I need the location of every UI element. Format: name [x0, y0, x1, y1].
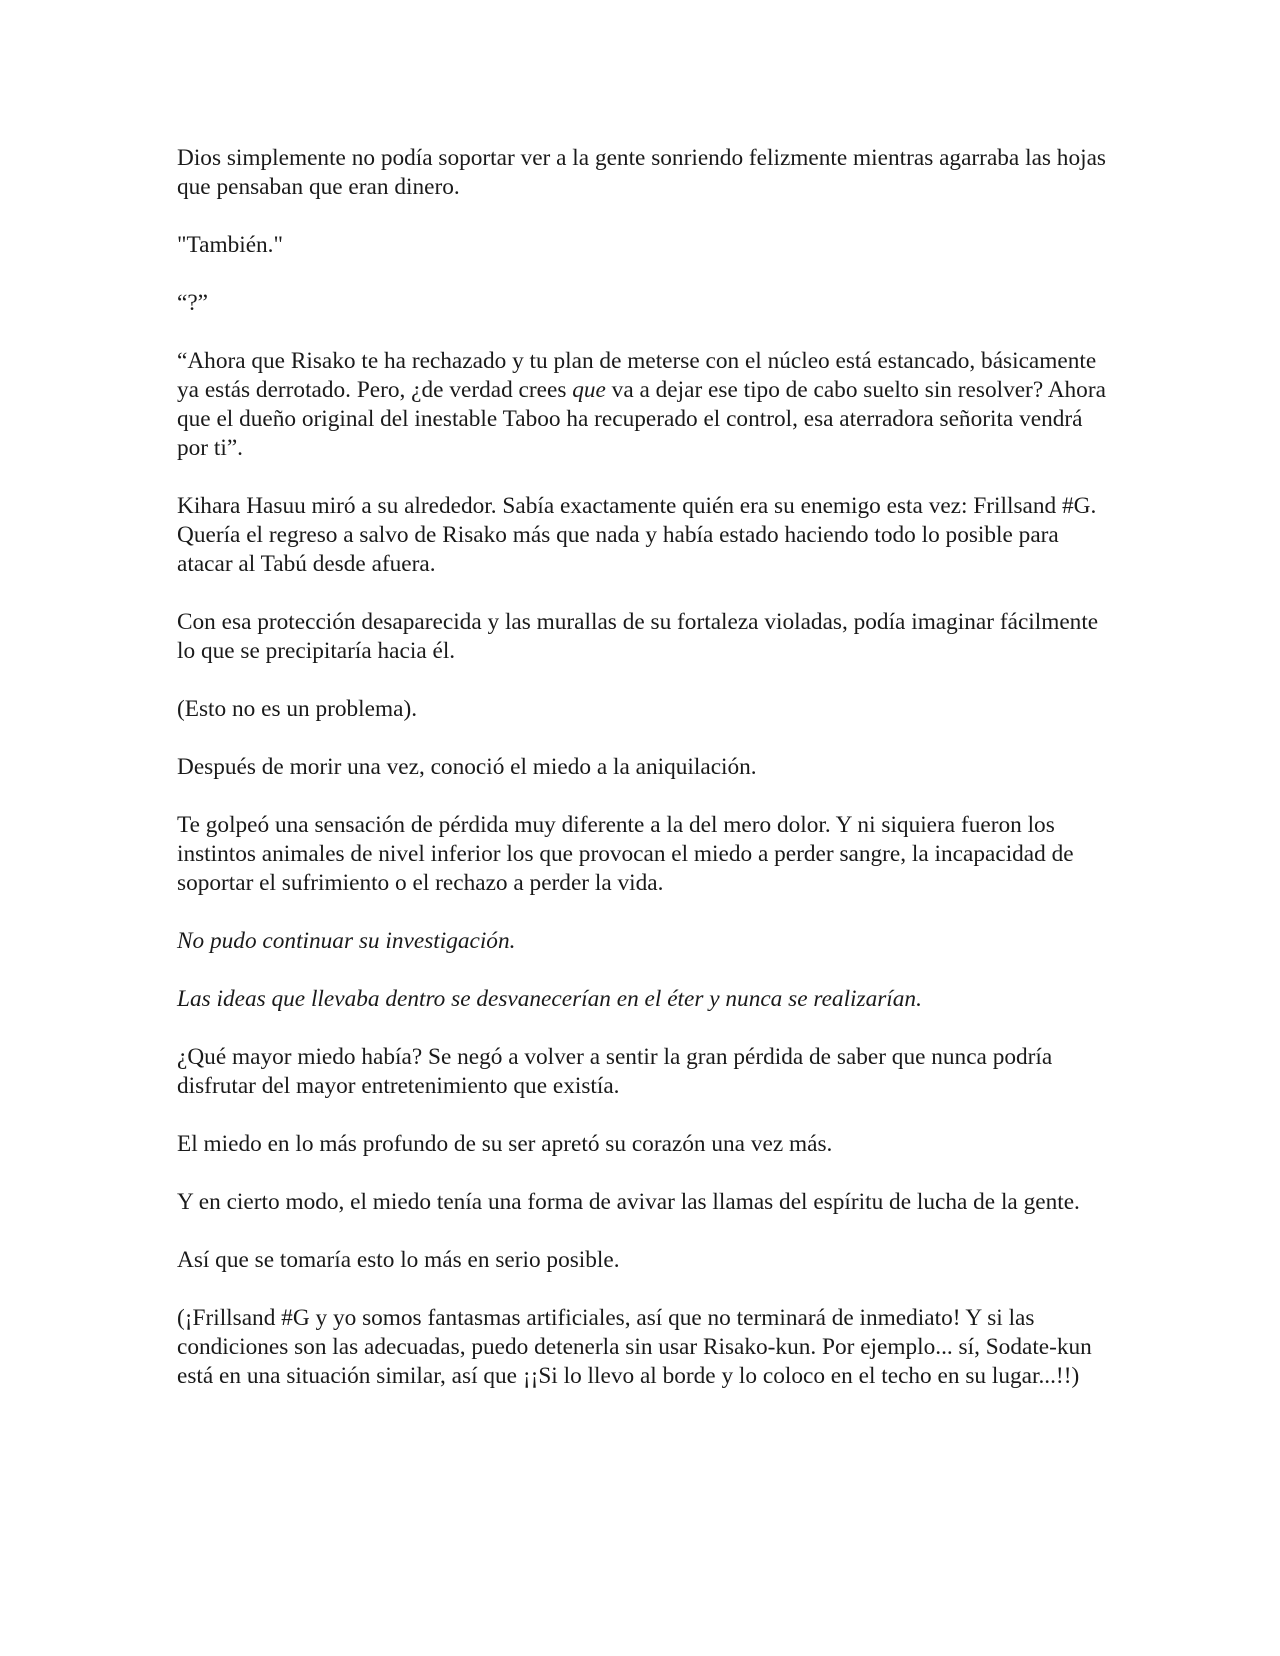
paragraph: Así que se tomaría esto lo más en serio posible.	[177, 1247, 620, 1273]
italic-paragraph: Las ideas que llevaba dentro se desvanecerían en el éter y nunca se realizarían.	[177, 986, 922, 1012]
paragraph: Con esa protección desaparecida y las murallas de su fortaleza violadas, podía imaginar fácilmente lo que se precipitaría hacia él.	[177, 609, 1099, 664]
paragraph: “?”	[177, 290, 209, 316]
text-column	[177, 144, 1107, 1420]
paragraph: El miedo en lo más profundo de su ser apretó su corazón una vez más.	[177, 1131, 833, 1157]
paragraph: Y en cierto modo, el miedo tenía una forma de avivar las llamas del espíritu de lucha de la gente.	[177, 1189, 1080, 1215]
paragraph-emphasis: que	[572, 377, 606, 403]
paragraph	[177, 347, 1107, 463]
paragraph: (¡Frillsand #G y yo somos fantasmas artificiales, así que no terminará de inmediato! Y si las condiciones son las adecuadas, puedo detenerla sin usar Risako-kun. Por ejemplo... sí, Sodate-kun está en una situación similar, así que ¡¡Si lo llevo al borde y lo coloco en el techo en su lugar...!!)	[177, 1305, 1092, 1389]
italic-paragraph: No pudo continuar su investigación.	[177, 928, 516, 954]
paragraph: (Esto no es un problema).	[177, 696, 418, 722]
paragraph-text-end: va a dejar ese tipo de cabo suelto sin resolver? Ahora que el dueño original del inestable Taboo ha recuperado el control, esa aterradora señorita vendrá por ti”.	[177, 377, 1106, 461]
paragraph-text-start: “Ahora que Risako te ha rechazado y tu plan de meterse con el núcleo está estancado, básicamente ya estás derrotado. Pero, ¿de verdad crees	[177, 348, 1097, 403]
paragraph: Después de morir una vez, conoció el miedo a la aniquilación.	[177, 754, 757, 780]
paragraph: ¿Qué mayor miedo había? Se negó a volver a sentir la gran pérdida de saber que nunca podría disfrutar del mayor entretenimiento que existía.	[177, 1044, 1053, 1099]
paragraph: Kihara Hasuu miró a su alrededor. Sabía exactamente quién era su enemigo esta vez: Frillsand #G. Quería el regreso a salvo de Risako más que nada y había estado haciendo todo lo posible para atacar al Tabú desde afuera.	[177, 493, 1097, 577]
paragraph: Te golpeó una sensación de pérdida muy diferente a la del mero dolor. Y ni siquiera fueron los instintos animales de nivel inferior los que provocan el miedo a perder sangre, la incapacidad de soportar el sufrimiento o el rechazo a perder la vida.	[177, 812, 1074, 896]
paragraph: "También."	[177, 232, 284, 258]
paragraph: Dios simplemente no podía soportar ver a la gente sonriendo felizmente mientras agarraba las hojas que pensaban que eran dinero.	[177, 145, 1106, 200]
